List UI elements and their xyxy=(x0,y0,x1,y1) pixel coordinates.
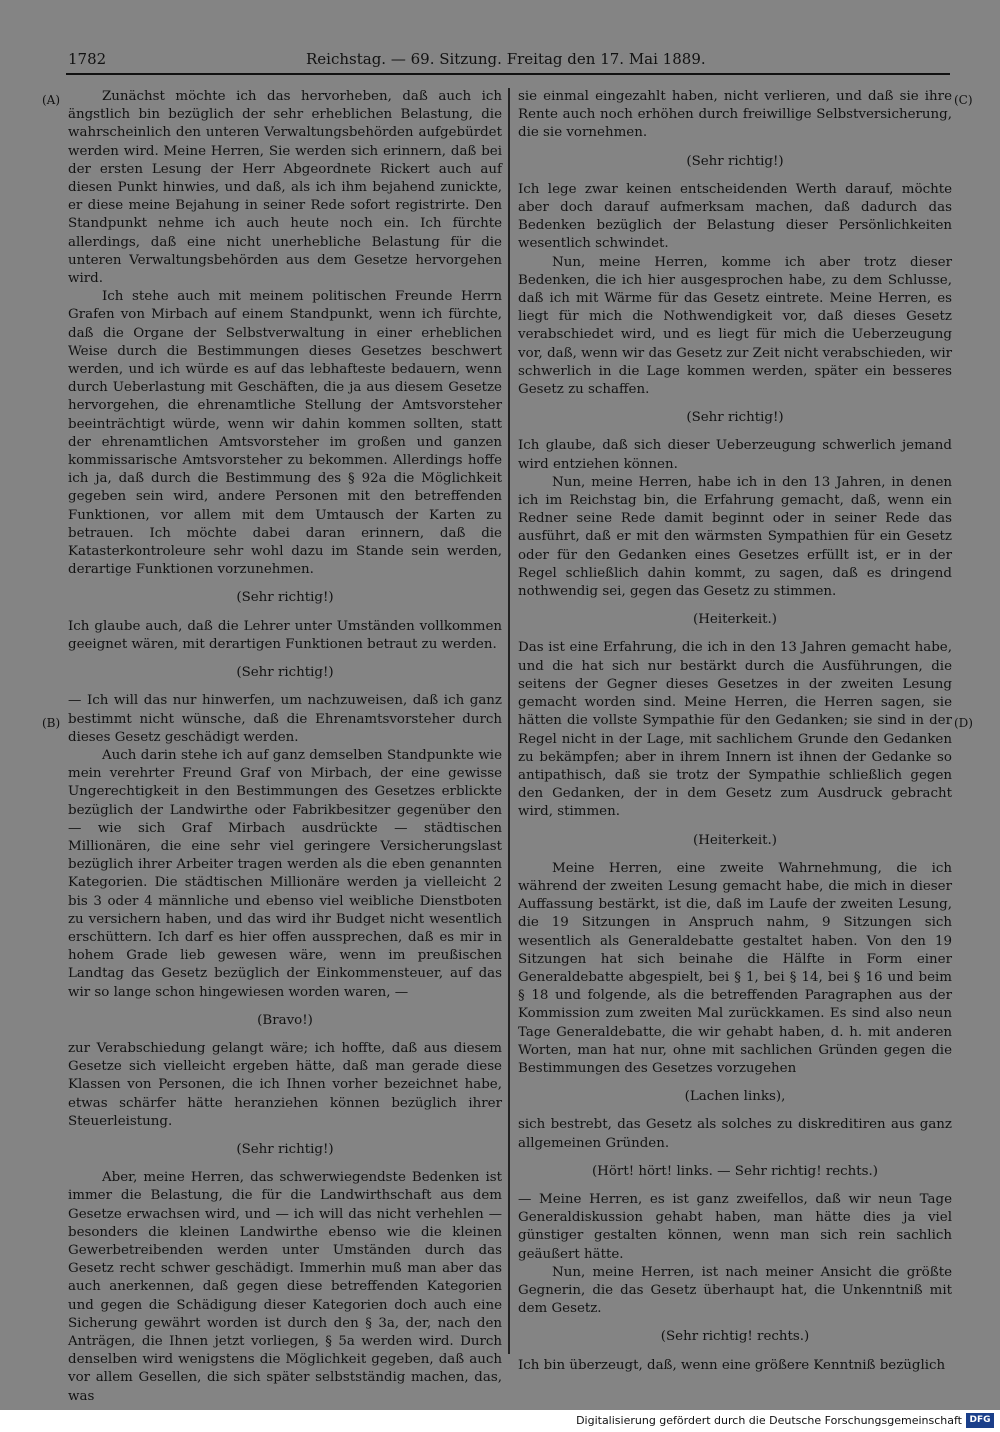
header-rule xyxy=(66,73,950,75)
paragraph: Zunächst möchte ich das hervorheben, daß auch ich ängstlich bin bezüglich der sehr erheblichen Belastung, die wahrscheinlich den unteren Verwaltungsbehörden aufgebürdet werden wird. Meine Herren, Sie werden sich erinnern, daß bei der ersten Lesung der Herr Abgeordnete Rickert auch auf diesen Punkt hinwies, und daß, als ich ihm bejahend zunickte, er diese meine Bejahung in seiner Rede sofort registrirte. Den Standpunkt nehme ich auch heute noch ein. Ich fürchte allerdings, daß eine nicht unerhebliche Belastung für die unteren Verwaltungsbehörden aus dem Gesetze hervorgehen wird. xyxy=(68,89,502,287)
paragraph: — Meine Herren, es ist ganz zweifellos, daß wir neun Tage Generaldiskussion gehabt haben, man hätte dies ja viel günstiger gestalten können, wenn man sich rein sachlich geäußert hätte. xyxy=(518,1191,952,1262)
paragraph: Ich stehe auch mit meinem politischen Freunde Herrn Grafen von Mirbach auf einem Standpunkt, wenn ich fürchte, daß die Organe der Selbstverwaltung in einer erheblichen Weise durch die Bestimmungen dieses Gesetzes beschwert werden, und ich würde es auf das lebhafteste bedauern, wenn durch Ueberlastung mit Geschäften, die ja aus diesem Gesetze hervorgehen, die ehrenamtliche Stellung der Amtsvorsteher beeinträchtigt würde, wenn wir dahin kommen sollten, statt der ehrenamtlichen Amtsvorsteher im großen und ganzen kommissarische Amtsvorsteher zu bekommen. Allerdings hoffe ich ja, daß durch die Bestimmung des § 92a die Möglichkeit gegeben sein wird, andere Personen mit den betreffenden Funktionen, vor allem mit dem Umtausch der Karten zu betrauen. Ich möchte dabei daran erinnern, daß die Katasterkontroleure sehr wohl dazu im Stande sein werden, derartige Funktionen vorzunehmen. xyxy=(68,289,502,578)
paragraph: Nun, meine Herren, komme ich aber trotz dieser Bedenken, die ich hier ausgesprochen habe, zu dem Schlusse, daß ich mit Wärme für das Gesetz eintrete. Meine Herren, es liegt für mich die Nothwendigkeit vor, daß dieses Gesetz verabschiedet wird, und es liegt für mich die Ueberzeugung vor, daß, wenn wir das Gesetz zur Zeit nicht verabschieden, wir schwerlich in die Lage kommen werden, später ein besseres Gesetz zu schaffen. xyxy=(518,254,952,398)
paragraph: sie einmal eingezahlt haben, nicht verlieren, und daß sie ihre Rente auch noch erhöhen durch freiwillige Selbstversicherung, die sie vornehmen. xyxy=(518,89,952,141)
paragraph: Nun, meine Herren, ist nach meiner Ansicht die größte Gegnerin, die das Gesetz überhaupt hat, die Unkenntniß mit dem Gesetz. xyxy=(518,1264,952,1317)
interjection: (Sehr richtig!) xyxy=(236,590,334,606)
right-column xyxy=(518,88,952,1375)
paragraph: Nun, meine Herren, habe ich in den 13 Jahren, in denen ich im Reichstag bin, die Erfahrung gemacht, daß, wenn ein Redner seine Rede damit beginnt oder in seiner Rede das ausführt, daß er mit den wärmsten Sympathien für ein Gesetz oder für den Gedanken eines Gesetzes erfüllt ist, er in der Regel schließlich dahin kommt, zu sagen, daß es dringend nothwendig sei, gegen das Gesetz zu stimmen. xyxy=(518,474,952,600)
page-header xyxy=(66,50,950,72)
interjection: (Heiterkeit.) xyxy=(693,612,777,628)
interjection: (Sehr richtig!) xyxy=(686,153,784,169)
paragraph: Auch darin stehe ich auf ganz demselben Standpunkte wie mein verehrter Freund Graf von Mirbach, der eine gewisse Ungerechtigkeit in den Bestimmungen des Gesetzes erblickte bezüglich der Landwirthe oder Fabrikbesitzer gegenüber den — wie sich Graf Mirbach ausdrückte — städtischen Millionären, die eine sehr viel geringere Versicherungslast bezüglich ihrer Arbeiter tragen werden als die eben genannten Kategorien. Die städtischen Millionäre werden ja vielleicht 2 bis 3 oder 4 männliche und ebenso viel weibliche Dienstboten zu versichern haben, und das wird ihr Budget nicht wesentlich erschüttern. Ich darf es hier offen aussprechen, daß es mir in hohem Grade lieb gewesen wäre, wenn im preußischen Landtag das Gesetz bezüglich der Einkommensteuer, auf das wir so lange schon hingewiesen worden waren, — xyxy=(68,747,502,1000)
margin-marker-d: (D) xyxy=(954,716,973,730)
interjection: (Lachen links), xyxy=(684,1089,786,1105)
paragraph: zur Verabschiedung gelangt wäre; ich hoffte, daß aus diesem Gesetze sich vielleicht ergeben hätte, daß man gerade diese Klassen von Personen, die ich Ihnen vorher bezeichnet habe, etwas schärfer hätte heranziehen können bezüglich ihrer Steuerleistung. xyxy=(68,1040,502,1129)
paragraph: Ich bin überzeugt, daß, wenn eine größere Kenntniß bezüglich xyxy=(518,1357,946,1373)
paragraph: Ich glaube, daß sich dieser Ueberzeugung schwerlich jemand wird entziehen können. xyxy=(518,438,952,472)
paragraph: Das ist eine Erfahrung, die ich in den 13 Jahren gemacht habe, und die hat sich nur bestärkt durch die Ausführungen, die seitens der Gegner dieses Gesetzes in der zweiten Lesung gemacht worden sind. Meine Herren, die Herren sagen, sie hätten die vollste Sympathie für den Gedanken; sie sind in der Regel nicht in der Lage, mit sachlichem Grunde den Gedanken zu bekämpfen; aber in ihrem Innern ist ihnen der Gedanke so antipathisch, daß sie trotz der Sympathie schließlich gegen den Gedanken, der in dem Gesetz zum Ausdruck gebracht wird, stimmen. xyxy=(518,640,952,820)
page-number: 1782 xyxy=(68,50,107,68)
paragraph: Aber, meine Herren, das schwerwiegendste Bedenken ist immer die Belastung, die für die Landwirthschaft aus dem Gesetze erwachsen wird, und — ich will das nicht verhehlen — besonders die kleinen Landwirthe ebenso wie die kleinen Gewerbetreibenden werden unter Umständen durch das Gesetz recht schwer geschädigt. Immerhin muß man aber das auch anerkennen, daß gegen diese betreffenden Kategorien und gegen die Schädigung dieser Kategorien doch auch eine Sicherung gewährt worden ist durch den § 3a, der, nach den Anträgen, die Ihnen jetzt vorliegen, § 5a werden wird. Durch denselben wird wenigstens die Möglichkeit gegeben, daß auch vor allem Gesellen, die sich später selbstständig machen, das, was xyxy=(68,1170,502,1404)
paragraph: — Ich will das nur hinwerfen, um nachzuweisen, daß ich ganz bestimmt nicht wünsche, daß die Ehrenamtsvorsteher durch dieses Gesetz geschädigt werden. xyxy=(68,693,502,745)
funding-note: Digitalisierung gefördert durch die Deutsche Forschungsgemeinschaft xyxy=(576,1414,962,1427)
interjection: (Heiterkeit.) xyxy=(693,832,777,848)
margin-marker-c: (C) xyxy=(954,93,973,107)
footer-bar xyxy=(0,1410,1000,1432)
interjection: (Sehr richtig!) xyxy=(236,665,334,681)
paragraph: Ich glaube auch, daß die Lehrer unter Umständen vollkommen geeignet wären, mit derartigen Funktionen betraut zu werden. xyxy=(68,618,502,652)
margin-marker-b: (B) xyxy=(42,716,61,730)
left-column xyxy=(68,88,502,1406)
page-title: Reichstag. — 69. Sitzung. Freitag den 17. Mai 1889. xyxy=(306,50,706,68)
paragraph: Ich lege zwar keinen entscheidenden Werth darauf, möchte aber doch darauf aufmerksam machen, daß dadurch das Bedenken bezüglich der Belastung dieser Persönlichkeiten wesentlich schwindet. xyxy=(518,181,952,252)
dfg-logo: DFG xyxy=(966,1413,994,1428)
paragraph: Meine Herren, eine zweite Wahrnehmung, die ich während der zweiten Lesung gemacht habe, die mich in dieser Auffassung bestärkt, ist die, daß im Laufe der zweiten Lesung, die 19 Sitzungen in Anspruch nahm, 9 Sitzungen sich wesentlich als Generaldebatte gestaltet haben. Von den 19 Sitzungen hat sich beinahe die Hälfte in Form einer Generaldebatte abgespielt, bei § 1, bei § 14, bei § 16 und beim § 18 und folgende, als die betreffenden Paragraphen aus der Kommission zum zweiten Mal zurückkamen. Es sind also neun Tage Generaldebatte, die wir gehabt haben, d. h. mit anderen Worten, man hat nur, ohne mit sachlichen Gründen gegen die Bestimmungen des Gesetzes vorzugehen xyxy=(518,860,952,1076)
interjection: (Bravo!) xyxy=(257,1012,313,1028)
column-divider xyxy=(508,88,510,1354)
interjection: (Sehr richtig!) xyxy=(236,1141,334,1157)
interjection: (Hört! hört! links. — Sehr richtig! rechts.) xyxy=(591,1163,879,1179)
margin-marker-a: (A) xyxy=(42,93,61,107)
paragraph: sich bestrebt, das Gesetz als solches zu diskreditiren aus ganz allgemeinen Gründen. xyxy=(518,1117,952,1151)
interjection: (Sehr richtig! rechts.) xyxy=(660,1329,810,1345)
interjection: (Sehr richtig!) xyxy=(686,410,784,426)
